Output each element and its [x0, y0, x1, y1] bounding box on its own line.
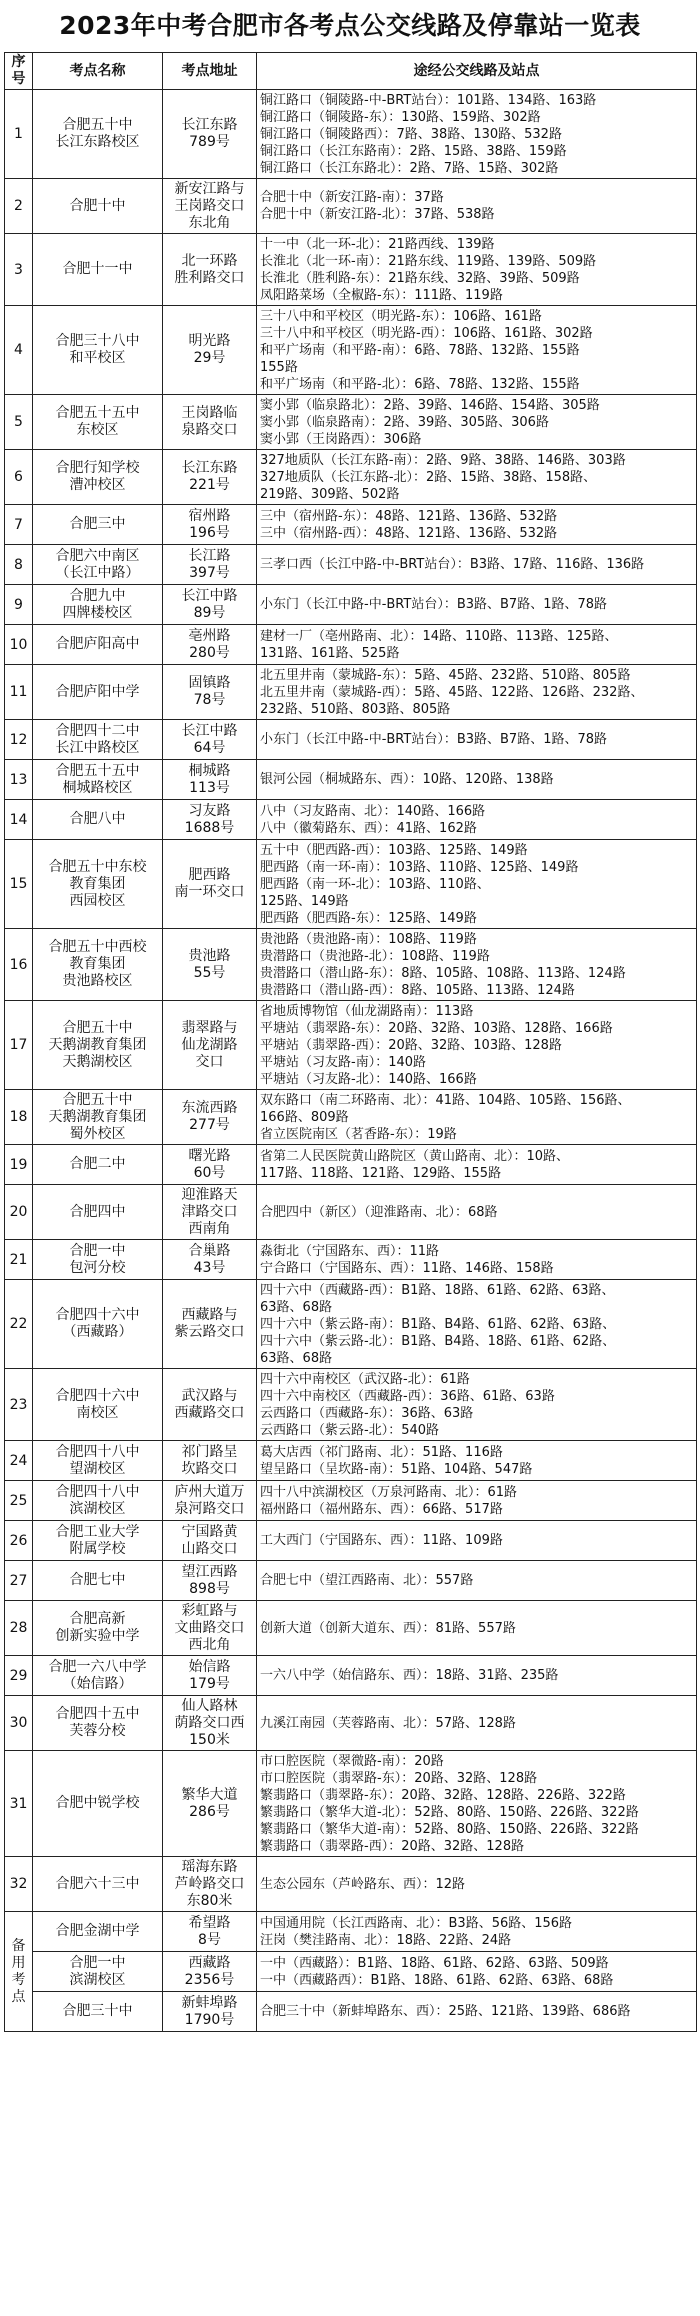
route-line: 平塘站（翡翠路-西）：20路、32路、103路、128路 [260, 1037, 562, 1053]
bus-routes [257, 585, 697, 625]
school-name: 合肥四十八中 望湖校区 [33, 1441, 163, 1481]
bus-routes [257, 505, 697, 545]
route-line: 汪岗（樊洼路南、北）：18路、22路、24路 [260, 1932, 512, 1948]
school-name: 合肥八中 [33, 800, 163, 840]
route-line: 四十六中（西藏路-西）：B1路、18路、61路、62路、63路、 [260, 1282, 615, 1298]
table-row [5, 505, 697, 545]
route-line: 三十八中和平校区（明光路-西）：106路、161路、302路 [260, 325, 593, 341]
school-address: 长江路 397号 [163, 545, 257, 585]
school-address: 翡翠路与 仙龙湖路 交口 [163, 1001, 257, 1090]
bus-routes [257, 1369, 697, 1441]
route-line: 肥西路（南一环-北）：103路、110路、 [260, 876, 490, 892]
row-number: 12 [5, 720, 33, 760]
school-name: 合肥十中 [33, 179, 163, 234]
route-line: 生态公园东（芦岭路东、西）：12路 [260, 1876, 466, 1892]
route-line: 市口腔医院（翠微路-南）：20路 [260, 1753, 444, 1769]
bus-routes [257, 1521, 697, 1561]
school-address: 仙人路林 荫路交口西 150米 [163, 1696, 257, 1751]
school-address: 合巢路 43号 [163, 1240, 257, 1280]
school-name: 合肥五十中 天鹅湖教育集团 蜀外校区 [33, 1090, 163, 1145]
row-number: 6 [5, 450, 33, 505]
row-number: 2 [5, 179, 33, 234]
bus-routes [257, 665, 697, 720]
spare-row [5, 1952, 697, 1992]
table-row [5, 1369, 697, 1441]
school-address: 始信路 179号 [163, 1656, 257, 1696]
route-line: 宁合路口（宁国路东、西）：11路、146路、158路 [260, 1260, 554, 1276]
table-row [5, 1001, 697, 1090]
row-number: 29 [5, 1656, 33, 1696]
route-line: 四十六中南校区（西藏路-西）：36路、61路、63路 [260, 1388, 555, 1404]
school-address: 祁门路呈 坎路交口 [163, 1441, 257, 1481]
route-line: 繁翡路口（繁华大道-北）：52路、80路、150路、226路、322路 [260, 1804, 639, 1820]
table-row [5, 545, 697, 585]
bus-routes [257, 1090, 697, 1145]
table-row [5, 1280, 697, 1369]
row-number: 9 [5, 585, 33, 625]
route-line: 双东路口（南二环路南、北）：41路、104路、105路、156路、 [260, 1092, 631, 1108]
row-number: 16 [5, 929, 33, 1001]
table-row [5, 1696, 697, 1751]
route-line: 平塘站（习友路-南）：140路 [260, 1054, 427, 1070]
school-name: 合肥四十六中 （西藏路） [33, 1280, 163, 1369]
table-row [5, 1145, 697, 1185]
school-name: 合肥金湖中学 [33, 1912, 163, 1952]
route-line: 繁翡路口（翡翠路-西）：20路、32路、128路 [260, 1838, 525, 1854]
row-number: 21 [5, 1240, 33, 1280]
bus-routes [257, 395, 697, 450]
school-address: 曙光路 60号 [163, 1145, 257, 1185]
table-header-row [5, 53, 697, 90]
school-address: 希望路 8号 [163, 1912, 257, 1952]
spare-row [5, 1992, 697, 2032]
table-row [5, 840, 697, 929]
bus-routes [257, 720, 697, 760]
school-address: 明光路 29号 [163, 306, 257, 395]
school-name: 合肥六十三中 [33, 1857, 163, 1912]
route-line: 十一中（北一环-北）：21路西线、139路 [260, 236, 495, 252]
table-row [5, 625, 697, 665]
bus-routes [257, 1441, 697, 1481]
bus-routes [257, 1751, 697, 1857]
school-name: 合肥十一中 [33, 234, 163, 306]
school-address: 习友路 1688号 [163, 800, 257, 840]
route-line: 肥西路（肥西路-东）：125路、149路 [260, 910, 477, 926]
school-address: 王岗路临 泉路交口 [163, 395, 257, 450]
school-address: 长江东路 789号 [163, 90, 257, 179]
route-line: 四十六中（紫云路-南）：B1路、B4路、61路、62路、63路、 [260, 1316, 616, 1332]
route-line: 155路 [260, 359, 298, 375]
school-address: 固镇路 78号 [163, 665, 257, 720]
bus-routes [257, 1001, 697, 1090]
school-name: 合肥六中南区 （长江中路） [33, 545, 163, 585]
school-address: 宿州路 196号 [163, 505, 257, 545]
header-no-label: 序号 [11, 54, 26, 87]
route-line: 铜江路口（铜陵路-东）：130路、159路、302路 [260, 109, 541, 125]
header-address: 考点地址 [163, 53, 257, 90]
school-name: 合肥三中 [33, 505, 163, 545]
table-row [5, 760, 697, 800]
row-number: 11 [5, 665, 33, 720]
table-row [5, 1857, 697, 1912]
route-line: 三中（宿州路-西）：48路、121路、136路、532路 [260, 525, 558, 541]
school-name: 合肥一中 包河分校 [33, 1240, 163, 1280]
route-line: 131路、161路、525路 [260, 645, 400, 661]
row-number: 30 [5, 1696, 33, 1751]
route-line: 合肥十中（新安江路-南）：37路 [260, 190, 444, 205]
row-number: 31 [5, 1751, 33, 1857]
row-number: 25 [5, 1481, 33, 1521]
route-line: 葛大店西（祁门路南、北）：51路、116路 [260, 1444, 503, 1460]
school-address: 北一环路 胜利路交口 [163, 234, 257, 306]
route-line: 63路、68路 [260, 1299, 333, 1315]
table-row [5, 1601, 697, 1656]
school-address: 彩虹路与 文曲路交口 西北角 [163, 1601, 257, 1656]
row-number: 27 [5, 1561, 33, 1601]
route-line: 铜江路口（铜陵路-中-BRT站台）：101路、134路、163路 [260, 92, 597, 108]
row-number: 23 [5, 1369, 33, 1441]
school-name: 合肥庐阳中学 [33, 665, 163, 720]
route-line: 繁翡路口（繁华大道-南）：52路、80路、150路、226路、322路 [260, 1821, 639, 1837]
route-line: 125路、149路 [260, 893, 349, 909]
table-row [5, 179, 697, 234]
row-number: 20 [5, 1185, 33, 1240]
route-line: 平塘站（习友路-北）：140路、166路 [260, 1071, 477, 1087]
route-line: 合肥四中（新区）（迎淮路南、北）：68路 [260, 1204, 498, 1220]
bus-routes [257, 800, 697, 840]
school-address: 新安江路与 王岗路交口 东北角 [163, 179, 257, 234]
bus-routes [257, 1145, 697, 1185]
table-row [5, 585, 697, 625]
route-line: 八中（习友路南、北）：140路、166路 [260, 803, 486, 819]
school-name: 合肥一六八中学 （始信路） [33, 1656, 163, 1696]
route-line: 贵池路（贵池路-南）：108路、119路 [260, 931, 477, 947]
route-line: 肥西路（南一环-南）：103路、110路、125路、149路 [260, 859, 579, 875]
route-line: 省地质博物馆（仙龙湖路南）：113路 [260, 1003, 474, 1019]
school-address: 西藏路 2356号 [163, 1952, 257, 1992]
school-address: 新蚌埠路 1790号 [163, 1992, 257, 2032]
route-line: 繁翡路口（翡翠路-东）：20路、32路、128路、226路、322路 [260, 1787, 626, 1803]
route-line: 省立医院南区（茗香路-东）：19路 [260, 1126, 457, 1142]
school-name: 合肥五十中 天鹅湖教育集团 天鹅湖校区 [33, 1001, 163, 1090]
route-line: 贵潜路口（潜山路-西）：8路、105路、113路、124路 [260, 982, 575, 998]
route-line: 银河公园（桐城路东、西）：10路、120路、138路 [260, 772, 554, 787]
school-address: 迎淮路天 津路交口 西南角 [163, 1185, 257, 1240]
row-number: 5 [5, 395, 33, 450]
route-line: 云西路口（紫云路-北）：540路 [260, 1422, 440, 1438]
row-number: 13 [5, 760, 33, 800]
bus-routes [257, 90, 697, 179]
route-line: 219路、309路、502路 [260, 486, 400, 502]
school-name: 合肥五十中东校 教育集团 西园校区 [33, 840, 163, 929]
route-line: 一中（西藏路西）：B1路、18路、61路、62路、63路、68路 [260, 1972, 614, 1988]
route-line: 铜江路口（长江东路南）：2路、15路、38路、159路 [260, 143, 567, 159]
page-title: 2023年中考合肥市各考点公交线路及停靠站一览表 [59, 11, 641, 40]
route-line: 327地质队（长江东路-南）：2路、9路、38路、146路、303路 [260, 452, 626, 468]
table-row [5, 1240, 697, 1280]
bus-routes [257, 545, 697, 585]
route-line: 166路、809路 [260, 1109, 349, 1125]
table-row [5, 1481, 697, 1521]
table-row [5, 306, 697, 395]
route-line: 福州路口（福州路东、西）：66路、517路 [260, 1501, 503, 1517]
route-line: 五十中（肥西路-西）：103路、125路、149路 [260, 842, 528, 858]
header-routes: 途经公交线路及站点 [257, 53, 697, 90]
route-line: 望呈路口（呈坎路-南）：51路、104路、547路 [260, 1461, 533, 1477]
school-address: 肥西路 南一环交口 [163, 840, 257, 929]
school-name: 合肥四十八中 滨湖校区 [33, 1481, 163, 1521]
school-address: 桐城路 113号 [163, 760, 257, 800]
table-row [5, 395, 697, 450]
route-line: 三十八中和平校区（明光路-东）：106路、161路 [260, 308, 542, 324]
school-name: 合肥中锐学校 [33, 1751, 163, 1857]
bus-routes [257, 179, 697, 234]
row-number: 4 [5, 306, 33, 395]
route-line: 232路、510路、803路、805路 [260, 701, 451, 717]
route-line: 贵潜路口（贵池路-北）：108路、119路 [260, 948, 490, 964]
route-line: 工大西门（宁国路东、西）：11路、109路 [260, 1533, 503, 1548]
bus-routes [257, 1601, 697, 1656]
route-line: 凤阳路菜场（全椒路-东）：111路、119路 [260, 287, 503, 303]
bus-routes [257, 234, 697, 306]
route-line: 北五里井南（蒙城路-东）：5路、45路、232路、510路、805路 [260, 667, 631, 683]
route-line: 中国通用院（长江西路南、北）：B3路、56路、156路 [260, 1915, 573, 1931]
table-row [5, 1185, 697, 1240]
spare-venue-label: 备用考点 [5, 1912, 33, 2032]
school-address: 瑶海东路 芦岭路交口 东80米 [163, 1857, 257, 1912]
bus-routes [257, 1656, 697, 1696]
school-address: 西藏路与 紫云路交口 [163, 1280, 257, 1369]
table-row [5, 720, 697, 760]
school-name: 合肥四十二中 长江中路校区 [33, 720, 163, 760]
route-line: 八中（徽菊路东、西）：41路、162路 [260, 820, 477, 836]
route-line: 四十六中南校区（武汉路-北）：61路 [260, 1371, 470, 1387]
bus-routes [257, 1952, 697, 1992]
school-name: 合肥九中 四牌楼校区 [33, 585, 163, 625]
school-address: 繁华大道 286号 [163, 1751, 257, 1857]
header-no [5, 53, 33, 90]
route-line: 北五里井南（蒙城路-西）：5路、45路、122路、126路、232路、 [260, 684, 644, 700]
school-name: 合肥二中 [33, 1145, 163, 1185]
route-line: 窦小郢（临泉路南）：2路、39路、305路、306路 [260, 414, 549, 430]
school-name: 合肥五十五中 东校区 [33, 395, 163, 450]
row-number: 22 [5, 1280, 33, 1369]
school-name: 合肥三十中 [33, 1992, 163, 2032]
table-row [5, 90, 697, 179]
route-line: 小东门（长江中路-中-BRT站台）：B3路、B7路、1路、78路 [260, 597, 608, 612]
route-line: 小东门（长江中路-中-BRT站台）：B3路、B7路、1路、78路 [260, 732, 608, 747]
bus-routes [257, 1912, 697, 1952]
row-number: 19 [5, 1145, 33, 1185]
route-line: 327地质队（长江东路-北）：2路、15路、38路、158路、 [260, 469, 597, 485]
bus-routes [257, 1280, 697, 1369]
row-number: 7 [5, 505, 33, 545]
row-number: 18 [5, 1090, 33, 1145]
school-address: 宁国路黄 山路交口 [163, 1521, 257, 1561]
route-line: 63路、68路 [260, 1350, 333, 1366]
row-number: 14 [5, 800, 33, 840]
school-name: 合肥五十中 长江东路校区 [33, 90, 163, 179]
school-name: 合肥高新 创新实验中学 [33, 1601, 163, 1656]
route-line: 合肥七中（望江西路南、北）：557路 [260, 1573, 474, 1588]
school-address: 贵池路 55号 [163, 929, 257, 1001]
route-line: 窦小郢（临泉路北）：2路、39路、146路、154路、305路 [260, 397, 600, 413]
row-number: 8 [5, 545, 33, 585]
row-number: 32 [5, 1857, 33, 1912]
bus-routes [257, 1857, 697, 1912]
route-line: 贵潜路口（潜山路-东）：8路、105路、108路、113路、124路 [260, 965, 626, 981]
table-row [5, 1656, 697, 1696]
route-line: 平塘站（翡翠路-东）：20路、32路、103路、128路、166路 [260, 1020, 613, 1036]
route-line: 淼街北（宁国路东、西）：11路 [260, 1243, 440, 1259]
school-address: 庐州大道万 泉河路交口 [163, 1481, 257, 1521]
school-address: 长江东路 221号 [163, 450, 257, 505]
school-name: 合肥五十中西校 教育集团 贵池路校区 [33, 929, 163, 1001]
row-number: 26 [5, 1521, 33, 1561]
route-line: 三中（宿州路-东）：48路、121路、136路、532路 [260, 508, 558, 524]
school-address: 长江中路 89号 [163, 585, 257, 625]
school-name: 合肥庐阳高中 [33, 625, 163, 665]
route-line: 长淮北（北一环-南）：21路东线、119路、139路、509路 [260, 253, 597, 269]
bus-routes [257, 840, 697, 929]
bus-routes [257, 625, 697, 665]
bus-routes [257, 929, 697, 1001]
table-row [5, 1441, 697, 1481]
bus-routes [257, 760, 697, 800]
bus-routes [257, 1240, 697, 1280]
school-name: 合肥四十六中 南校区 [33, 1369, 163, 1441]
route-line: 建材一厂（亳州路南、北）：14路、110路、113路、125路、 [260, 628, 618, 644]
route-line: 九溪江南园（芙蓉路南、北）：57路、128路 [260, 1715, 516, 1731]
bus-route-table [4, 52, 697, 2032]
school-address: 亳州路 280号 [163, 625, 257, 665]
school-address: 东流西路 277号 [163, 1090, 257, 1145]
row-number: 10 [5, 625, 33, 665]
table-row [5, 1090, 697, 1145]
route-line: 铜江路口（长江东路北）：2路、7路、15路、302路 [260, 160, 559, 176]
table-row [5, 800, 697, 840]
table-row [5, 450, 697, 505]
bus-routes [257, 1185, 697, 1240]
route-line: 省第二人民医院黄山路院区（黄山路南、北）：10路、 [260, 1148, 570, 1164]
school-name: 合肥四十五中 芙蓉分校 [33, 1696, 163, 1751]
bus-routes [257, 1561, 697, 1601]
route-line: 四十八中滨湖校区（万泉河路南、北）：61路 [260, 1484, 518, 1500]
school-name: 合肥行知学校 漕冲校区 [33, 450, 163, 505]
school-name: 合肥四中 [33, 1185, 163, 1240]
header-school: 考点名称 [33, 53, 163, 90]
row-number: 17 [5, 1001, 33, 1090]
route-line: 长淮北（胜利路-东）：21路东线、32路、39路、509路 [260, 270, 580, 286]
school-name: 合肥五十五中 桐城路校区 [33, 760, 163, 800]
school-address: 武汉路与 西藏路交口 [163, 1369, 257, 1441]
route-line: 铜江路口（铜陵路西）：7路、38路、130路、532路 [260, 126, 562, 142]
route-line: 市口腔医院（翡翠路-东）：20路、32路、128路 [260, 1770, 538, 1786]
table-row [5, 1751, 697, 1857]
school-name: 合肥工业大学 附属学校 [33, 1521, 163, 1561]
route-line: 117路、118路、121路、129路、155路 [260, 1165, 502, 1181]
table-row [5, 1521, 697, 1561]
route-line: 合肥三十中（新蚌埠路东、西）：25路、121路、139路、686路 [260, 2004, 631, 2019]
school-address: 长江中路 64号 [163, 720, 257, 760]
row-number: 28 [5, 1601, 33, 1656]
route-line: 四十六中（紫云路-北）：B1路、B4路、18路、61路、62路、 [260, 1333, 616, 1349]
route-line: 创新大道（创新大道东、西）：81路、557路 [260, 1620, 516, 1636]
school-name: 合肥一中 滨湖校区 [33, 1952, 163, 1992]
route-line: 三孝口西（长江中路-中-BRT站台）：B3路、17路、116路、136路 [260, 557, 645, 572]
route-line: 一六八中学（始信路东、西）：18路、31路、235路 [260, 1668, 559, 1683]
school-name: 合肥七中 [33, 1561, 163, 1601]
bus-routes [257, 306, 697, 395]
row-number: 15 [5, 840, 33, 929]
route-line: 和平广场南（和平路-北）：6路、78路、132路、155路 [260, 376, 580, 392]
table-row [5, 1561, 697, 1601]
table-row [5, 929, 697, 1001]
bus-routes [257, 450, 697, 505]
route-line: 云西路口（西藏路-东）：36路、63路 [260, 1405, 474, 1421]
bus-routes [257, 1992, 697, 2032]
spare-row [5, 1912, 697, 1952]
row-number: 1 [5, 90, 33, 179]
bus-routes [257, 1481, 697, 1521]
school-address: 望江西路 898号 [163, 1561, 257, 1601]
bus-routes [257, 1696, 697, 1751]
table-row [5, 234, 697, 306]
table-body [5, 90, 697, 2032]
school-name: 合肥三十八中 和平校区 [33, 306, 163, 395]
route-line: 窦小郢（王岗路西）：306路 [260, 431, 422, 447]
table-row [5, 665, 697, 720]
route-line: 和平广场南（和平路-南）：6路、78路、132路、155路 [260, 342, 580, 358]
row-number: 24 [5, 1441, 33, 1481]
route-line: 一中（西藏路）：B1路、18路、61路、62路、63路、509路 [260, 1955, 609, 1971]
row-number: 3 [5, 234, 33, 306]
route-line: 合肥十中（新安江路-北）：37路、538路 [260, 207, 495, 222]
